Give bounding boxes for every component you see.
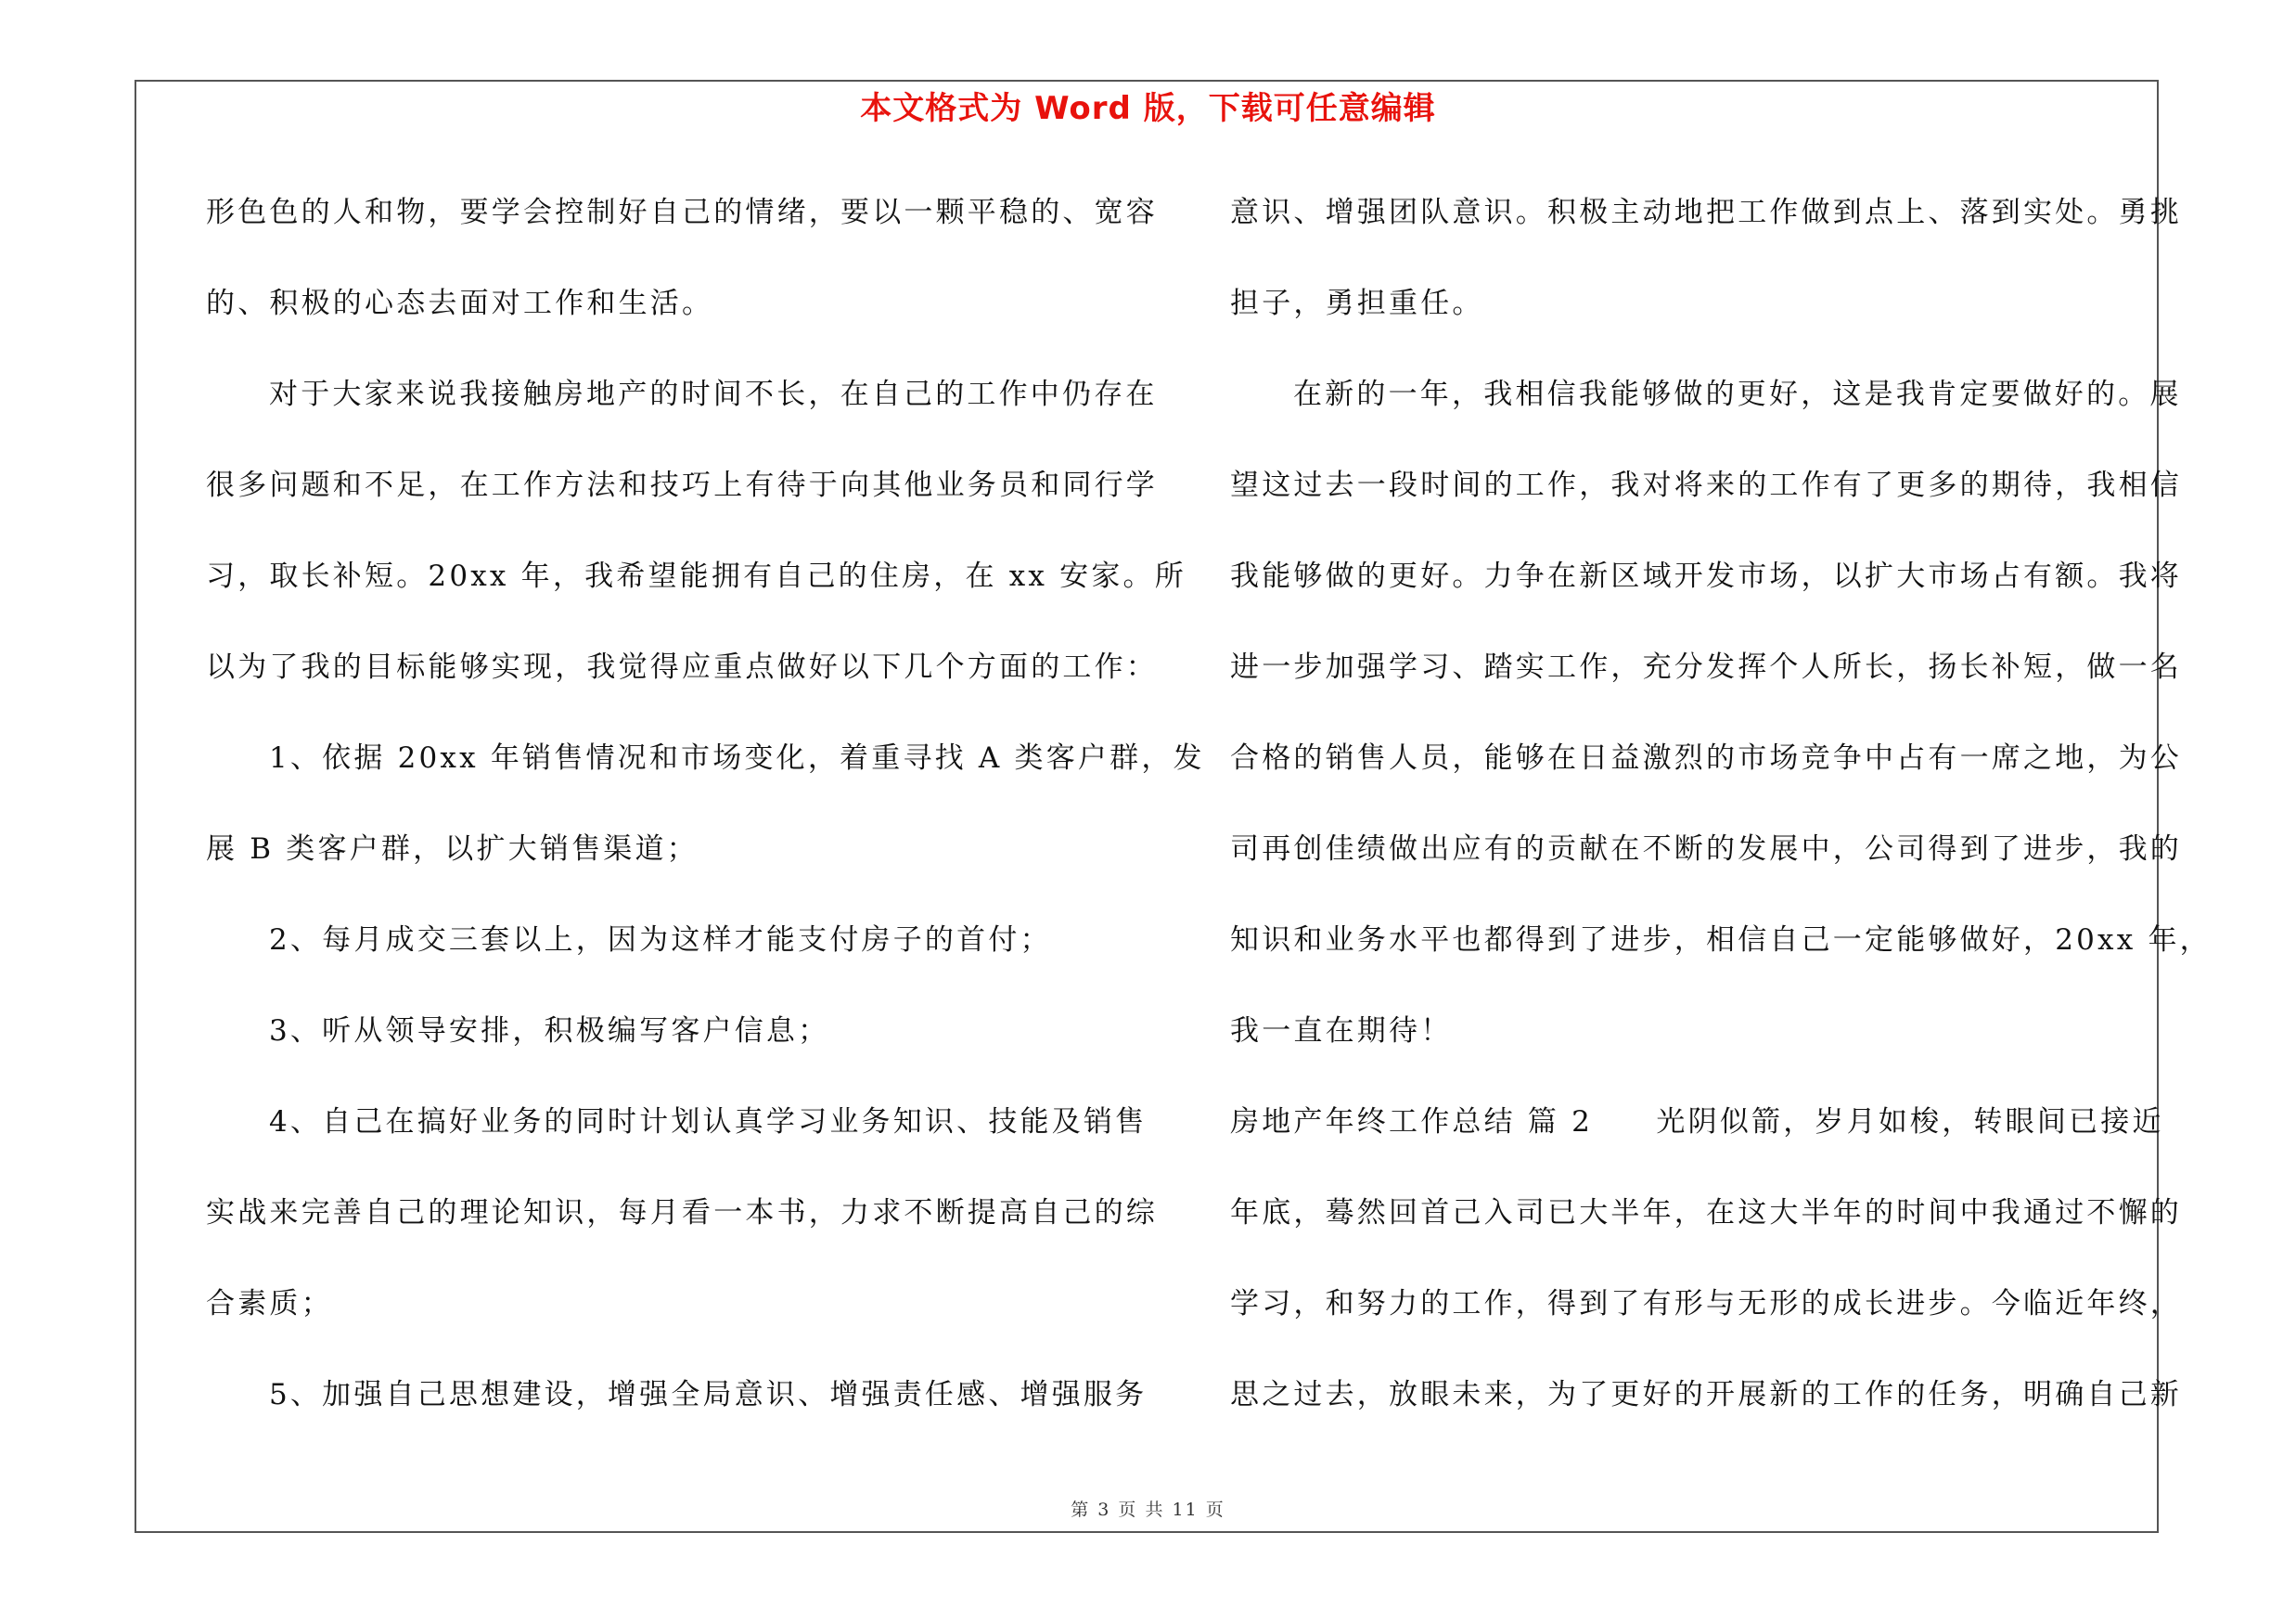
text-line: 我能够做的更好。力争在新区域开发市场，以扩大市场占有额。我将 bbox=[1230, 560, 2182, 593]
list-item-3: 3、听从领导安排，积极编写客户信息； bbox=[269, 1014, 830, 1048]
list-item-5: 5、加强自己思想建设，增强全局意识、增强责任感、增强服务 bbox=[269, 1378, 1148, 1411]
paragraph-start: 在新的一年，我相信我能够做的更好，这是我肯定要做好的。展 bbox=[1293, 378, 2182, 411]
list-item-1: 1、依据 20xx 年销售情况和市场变化，着重寻找 A 类客户群，发 bbox=[269, 741, 1205, 775]
left-column bbox=[206, 176, 1205, 1449]
right-column bbox=[1230, 176, 2212, 1449]
section-heading-line: 房地产年终工作总结 篇 2 光阴似箭，岁月如梭，转眼间已接近 bbox=[1230, 1105, 2164, 1139]
text-line: 展 B 类客户群，以扩大销售渠道； bbox=[206, 832, 699, 866]
text-line: 合格的销售人员，能够在日益激烈的市场竞争中占有一席之地，为公 bbox=[1230, 741, 2182, 775]
text-line: 习，取长补短。20xx 年，我希望能拥有自己的住房，在 xx 安家。所 bbox=[206, 560, 1186, 593]
text-line: 合素质； bbox=[206, 1287, 333, 1320]
text-line: 担子，勇担重任。 bbox=[1230, 287, 1484, 320]
text-line: 形色色的人和物，要学会控制好自己的情绪，要以一颗平稳的、宽容 bbox=[206, 196, 1158, 229]
text-line: 意识、增强团队意识。积极主动地把工作做到点上、落到实处。勇挑 bbox=[1230, 196, 2182, 229]
page-number-footer: 第 3 页 共 11 页 bbox=[1071, 1500, 1225, 1520]
text-line: 思之过去，放眼未来，为了更好的开展新的工作的任务，明确自己新 bbox=[1230, 1378, 2182, 1411]
text-line: 的、积极的心态去面对工作和生活。 bbox=[206, 287, 714, 320]
text-line: 年底，蓦然回首己入司已大半年，在这大半年的时间中我通过不懈的 bbox=[1230, 1196, 2182, 1230]
text-line: 进一步加强学习、踏实工作，充分发挥个人所长，扬长补短，做一名 bbox=[1230, 650, 2182, 684]
paragraph-start: 对于大家来说我接触房地产的时间不长，在自己的工作中仍存在 bbox=[269, 378, 1158, 411]
text-line: 实战来完善自己的理论知识，每月看一本书，力求不断提高自己的综 bbox=[206, 1196, 1158, 1230]
text-line: 学习，和努力的工作，得到了有形与无形的成长进步。今临近年终， bbox=[1230, 1287, 2182, 1320]
text-line: 我一直在期待！ bbox=[1230, 1014, 1453, 1048]
text-line: 望这过去一段时间的工作，我对将来的工作有了更多的期待，我相信 bbox=[1230, 469, 2182, 502]
text-line: 知识和业务水平也都得到了进步，相信自己一定能够做好，20xx 年， bbox=[1230, 923, 2212, 957]
text-line: 司再创佳绩做出应有的贡献在不断的发展中，公司得到了进步，我的 bbox=[1230, 832, 2182, 866]
text-line: 很多问题和不足，在工作方法和技巧上有待于向其他业务员和同行学 bbox=[206, 469, 1158, 502]
format-banner: 本文格式为 Word 版，下载可任意编辑 bbox=[860, 90, 1436, 127]
list-item-4: 4、自己在搞好业务的同时计划认真学习业务知识、技能及销售 bbox=[269, 1105, 1148, 1139]
list-item-2: 2、每月成交三套以上，因为这样才能支付房子的首付； bbox=[269, 923, 1052, 957]
text-line: 以为了我的目标能够实现，我觉得应重点做好以下几个方面的工作： bbox=[206, 650, 1158, 684]
